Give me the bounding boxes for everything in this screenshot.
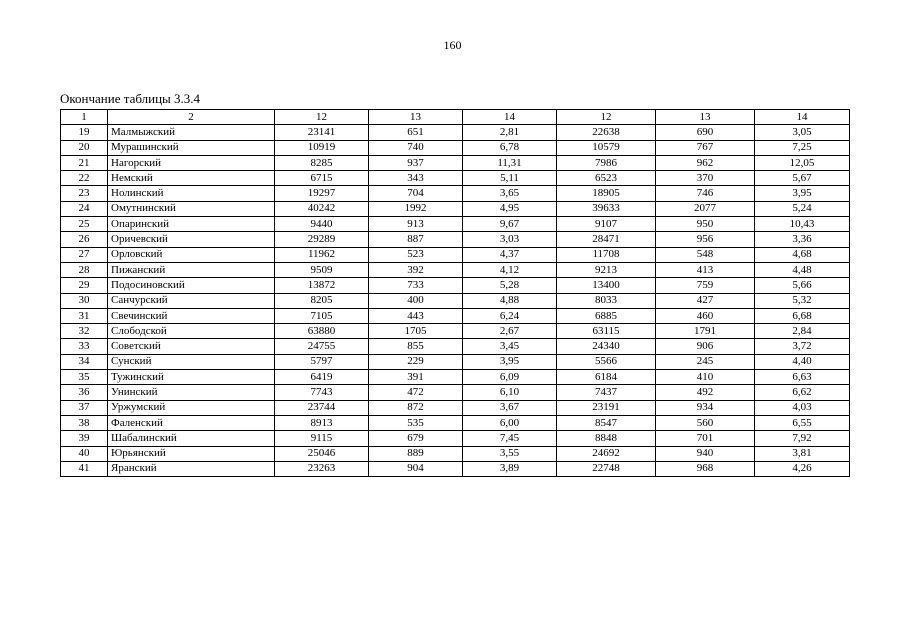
value-14b-cell: 3,95 [755,186,850,201]
value-12b-cell: 7437 [557,385,656,400]
district-name-cell: Нагорский [108,155,275,170]
value-12b-cell: 22638 [557,125,656,140]
column-header: 13 [656,110,755,125]
district-name-cell: Санчурский [108,293,275,308]
table-row [61,385,850,400]
value-12b-cell: 8033 [557,293,656,308]
value-14a-cell: 6,78 [463,140,557,155]
district-name-cell: Уржумский [108,400,275,415]
district-name-cell: Советский [108,339,275,354]
value-13a-cell: 872 [369,400,463,415]
value-13b-cell: 548 [656,247,755,262]
value-12b-cell: 8848 [557,431,656,446]
value-14b-cell: 4,68 [755,247,850,262]
value-12b-cell: 39633 [557,201,656,216]
value-12b-cell: 7986 [557,155,656,170]
row-number-cell: 23 [61,186,108,201]
district-name-cell: Юрьянский [108,446,275,461]
value-14a-cell: 4,12 [463,262,557,277]
value-13a-cell: 855 [369,339,463,354]
table-row [61,339,850,354]
row-number-cell: 41 [61,461,108,476]
value-14a-cell: 4,88 [463,293,557,308]
value-12b-cell: 6523 [557,171,656,186]
value-12a-cell: 9509 [275,262,369,277]
table-row [61,155,850,170]
value-12a-cell: 7105 [275,308,369,323]
row-number-cell: 29 [61,278,108,293]
value-14b-cell: 5,24 [755,201,850,216]
value-12b-cell: 28471 [557,232,656,247]
district-name-cell: Нолинский [108,186,275,201]
value-14b-cell: 4,40 [755,354,850,369]
row-number-cell: 21 [61,155,108,170]
page-number: 160 [443,38,462,52]
row-number-cell: 38 [61,415,108,430]
value-14b-cell: 5,66 [755,278,850,293]
row-number-cell: 40 [61,446,108,461]
value-13b-cell: 2077 [656,201,755,216]
value-13a-cell: 1992 [369,201,463,216]
row-number-cell: 22 [61,171,108,186]
district-name-cell: Мурашинский [108,140,275,155]
value-12b-cell: 6885 [557,308,656,323]
district-name-cell: Малмыжский [108,125,275,140]
district-name-cell: Немский [108,171,275,186]
value-13b-cell: 413 [656,262,755,277]
row-number-cell: 19 [61,125,108,140]
value-13b-cell: 410 [656,370,755,385]
value-14b-cell: 12,05 [755,155,850,170]
table-row [61,370,850,385]
value-12a-cell: 8285 [275,155,369,170]
district-name-cell: Свечинский [108,308,275,323]
row-number-cell: 25 [61,217,108,232]
value-13b-cell: 950 [656,217,755,232]
value-12a-cell: 7743 [275,385,369,400]
value-14a-cell: 3,89 [463,461,557,476]
value-13a-cell: 889 [369,446,463,461]
value-13a-cell: 887 [369,232,463,247]
value-14a-cell: 5,28 [463,278,557,293]
value-13a-cell: 651 [369,125,463,140]
district-name-cell: Оричевский [108,232,275,247]
value-12a-cell: 6715 [275,171,369,186]
district-name-cell: Шабалинский [108,431,275,446]
value-12a-cell: 8205 [275,293,369,308]
value-13a-cell: 904 [369,461,463,476]
value-14b-cell: 4,48 [755,262,850,277]
value-14b-cell: 3,36 [755,232,850,247]
table-row [61,186,850,201]
value-12a-cell: 63880 [275,324,369,339]
value-13b-cell: 956 [656,232,755,247]
value-13b-cell: 370 [656,171,755,186]
district-name-cell: Опаринский [108,217,275,232]
value-14a-cell: 2,81 [463,125,557,140]
value-14b-cell: 5,32 [755,293,850,308]
value-14a-cell: 6,10 [463,385,557,400]
value-14b-cell: 3,72 [755,339,850,354]
row-number-cell: 26 [61,232,108,247]
value-14a-cell: 6,24 [463,308,557,323]
value-14b-cell: 10,43 [755,217,850,232]
value-13a-cell: 443 [369,308,463,323]
column-header: 14 [755,110,850,125]
value-14a-cell: 7,45 [463,431,557,446]
district-name-cell: Пижанский [108,262,275,277]
value-13b-cell: 460 [656,308,755,323]
value-13a-cell: 523 [369,247,463,262]
table-row [61,431,850,446]
value-12a-cell: 24755 [275,339,369,354]
value-13a-cell: 229 [369,354,463,369]
table-row [61,247,850,262]
value-12b-cell: 10579 [557,140,656,155]
district-name-cell: Тужинский [108,370,275,385]
value-13a-cell: 937 [369,155,463,170]
value-12a-cell: 19297 [275,186,369,201]
row-number-cell: 27 [61,247,108,262]
table-row [61,201,850,216]
value-14b-cell: 3,81 [755,446,850,461]
district-name-cell: Орловский [108,247,275,262]
value-14a-cell: 6,09 [463,370,557,385]
value-14b-cell: 2,84 [755,324,850,339]
value-14b-cell: 6,62 [755,385,850,400]
value-12b-cell: 24692 [557,446,656,461]
value-13a-cell: 679 [369,431,463,446]
table-row [61,308,850,323]
value-13a-cell: 343 [369,171,463,186]
district-name-cell: Сунский [108,354,275,369]
row-number-cell: 36 [61,385,108,400]
table-row [61,461,850,476]
value-14b-cell: 6,55 [755,415,850,430]
value-13b-cell: 1791 [656,324,755,339]
value-13a-cell: 472 [369,385,463,400]
district-name-cell: Унинский [108,385,275,400]
value-12a-cell: 9440 [275,217,369,232]
value-12a-cell: 5797 [275,354,369,369]
row-number-cell: 20 [61,140,108,155]
table-row [61,400,850,415]
row-number-cell: 30 [61,293,108,308]
value-12b-cell: 18905 [557,186,656,201]
value-14b-cell: 5,67 [755,171,850,186]
value-13b-cell: 934 [656,400,755,415]
district-name-cell: Слободской [108,324,275,339]
value-14a-cell: 4,37 [463,247,557,262]
column-header: 14 [463,110,557,125]
value-13a-cell: 740 [369,140,463,155]
value-12b-cell: 23191 [557,400,656,415]
value-12b-cell: 11708 [557,247,656,262]
row-number-cell: 31 [61,308,108,323]
value-13a-cell: 704 [369,186,463,201]
value-12b-cell: 22748 [557,461,656,476]
value-13b-cell: 701 [656,431,755,446]
table-row [61,140,850,155]
value-13b-cell: 492 [656,385,755,400]
value-12b-cell: 6184 [557,370,656,385]
row-number-cell: 39 [61,431,108,446]
column-header: 12 [275,110,369,125]
table-row [61,217,850,232]
value-13a-cell: 400 [369,293,463,308]
row-number-cell: 32 [61,324,108,339]
value-12a-cell: 13872 [275,278,369,293]
value-13a-cell: 392 [369,262,463,277]
row-number-cell: 35 [61,370,108,385]
value-12a-cell: 29289 [275,232,369,247]
row-number-cell: 34 [61,354,108,369]
district-name-cell: Омутнинский [108,201,275,216]
table-row [61,125,850,140]
table-row [61,293,850,308]
table-row [61,415,850,430]
value-14a-cell: 5,11 [463,171,557,186]
column-header: 1 [61,110,108,125]
table-row [61,354,850,369]
value-12b-cell: 13400 [557,278,656,293]
value-12a-cell: 23263 [275,461,369,476]
table-row [61,278,850,293]
value-14a-cell: 9,67 [463,217,557,232]
value-13b-cell: 746 [656,186,755,201]
value-14a-cell: 3,65 [463,186,557,201]
column-header: 2 [108,110,275,125]
value-13b-cell: 968 [656,461,755,476]
row-number-cell: 37 [61,400,108,415]
value-13b-cell: 906 [656,339,755,354]
table-row [61,446,850,461]
value-12a-cell: 6419 [275,370,369,385]
value-14a-cell: 6,00 [463,415,557,430]
value-14a-cell: 3,67 [463,400,557,415]
value-13b-cell: 427 [656,293,755,308]
value-12a-cell: 8913 [275,415,369,430]
value-13a-cell: 391 [369,370,463,385]
row-number-cell: 33 [61,339,108,354]
value-12b-cell: 5566 [557,354,656,369]
value-14a-cell: 3,45 [463,339,557,354]
row-number-cell: 28 [61,262,108,277]
table-row [61,324,850,339]
value-14b-cell: 6,68 [755,308,850,323]
row-number-cell: 24 [61,201,108,216]
value-14a-cell: 3,03 [463,232,557,247]
table-row [61,232,850,247]
value-13a-cell: 535 [369,415,463,430]
district-name-cell: Подосиновский [108,278,275,293]
district-name-cell: Яранский [108,461,275,476]
value-12b-cell: 9213 [557,262,656,277]
value-14b-cell: 7,92 [755,431,850,446]
value-13b-cell: 940 [656,446,755,461]
table-row [61,171,850,186]
value-12a-cell: 40242 [275,201,369,216]
table-caption: Окончание таблицы 3.3.4 [60,91,201,106]
value-14a-cell: 2,67 [463,324,557,339]
value-12a-cell: 11962 [275,247,369,262]
value-13a-cell: 733 [369,278,463,293]
table-header-row [61,110,850,125]
value-14b-cell: 4,26 [755,461,850,476]
district-name-cell: Фаленский [108,415,275,430]
column-header: 13 [369,110,463,125]
value-12b-cell: 63115 [557,324,656,339]
value-13b-cell: 759 [656,278,755,293]
value-13a-cell: 1705 [369,324,463,339]
value-12b-cell: 24340 [557,339,656,354]
value-12a-cell: 25046 [275,446,369,461]
value-14b-cell: 7,25 [755,140,850,155]
value-14a-cell: 3,55 [463,446,557,461]
value-14a-cell: 4,95 [463,201,557,216]
table-body [61,110,850,477]
value-13b-cell: 245 [656,354,755,369]
data-table [60,109,850,477]
value-12b-cell: 9107 [557,217,656,232]
value-12a-cell: 9115 [275,431,369,446]
value-13b-cell: 767 [656,140,755,155]
value-14b-cell: 6,63 [755,370,850,385]
value-13a-cell: 913 [369,217,463,232]
value-12b-cell: 8547 [557,415,656,430]
value-14a-cell: 11,31 [463,155,557,170]
value-13b-cell: 690 [656,125,755,140]
table-row [61,262,850,277]
column-header: 12 [557,110,656,125]
value-13b-cell: 962 [656,155,755,170]
value-14b-cell: 3,05 [755,125,850,140]
value-12a-cell: 23141 [275,125,369,140]
value-14a-cell: 3,95 [463,354,557,369]
value-13b-cell: 560 [656,415,755,430]
value-12a-cell: 10919 [275,140,369,155]
value-14b-cell: 4,03 [755,400,850,415]
value-12a-cell: 23744 [275,400,369,415]
